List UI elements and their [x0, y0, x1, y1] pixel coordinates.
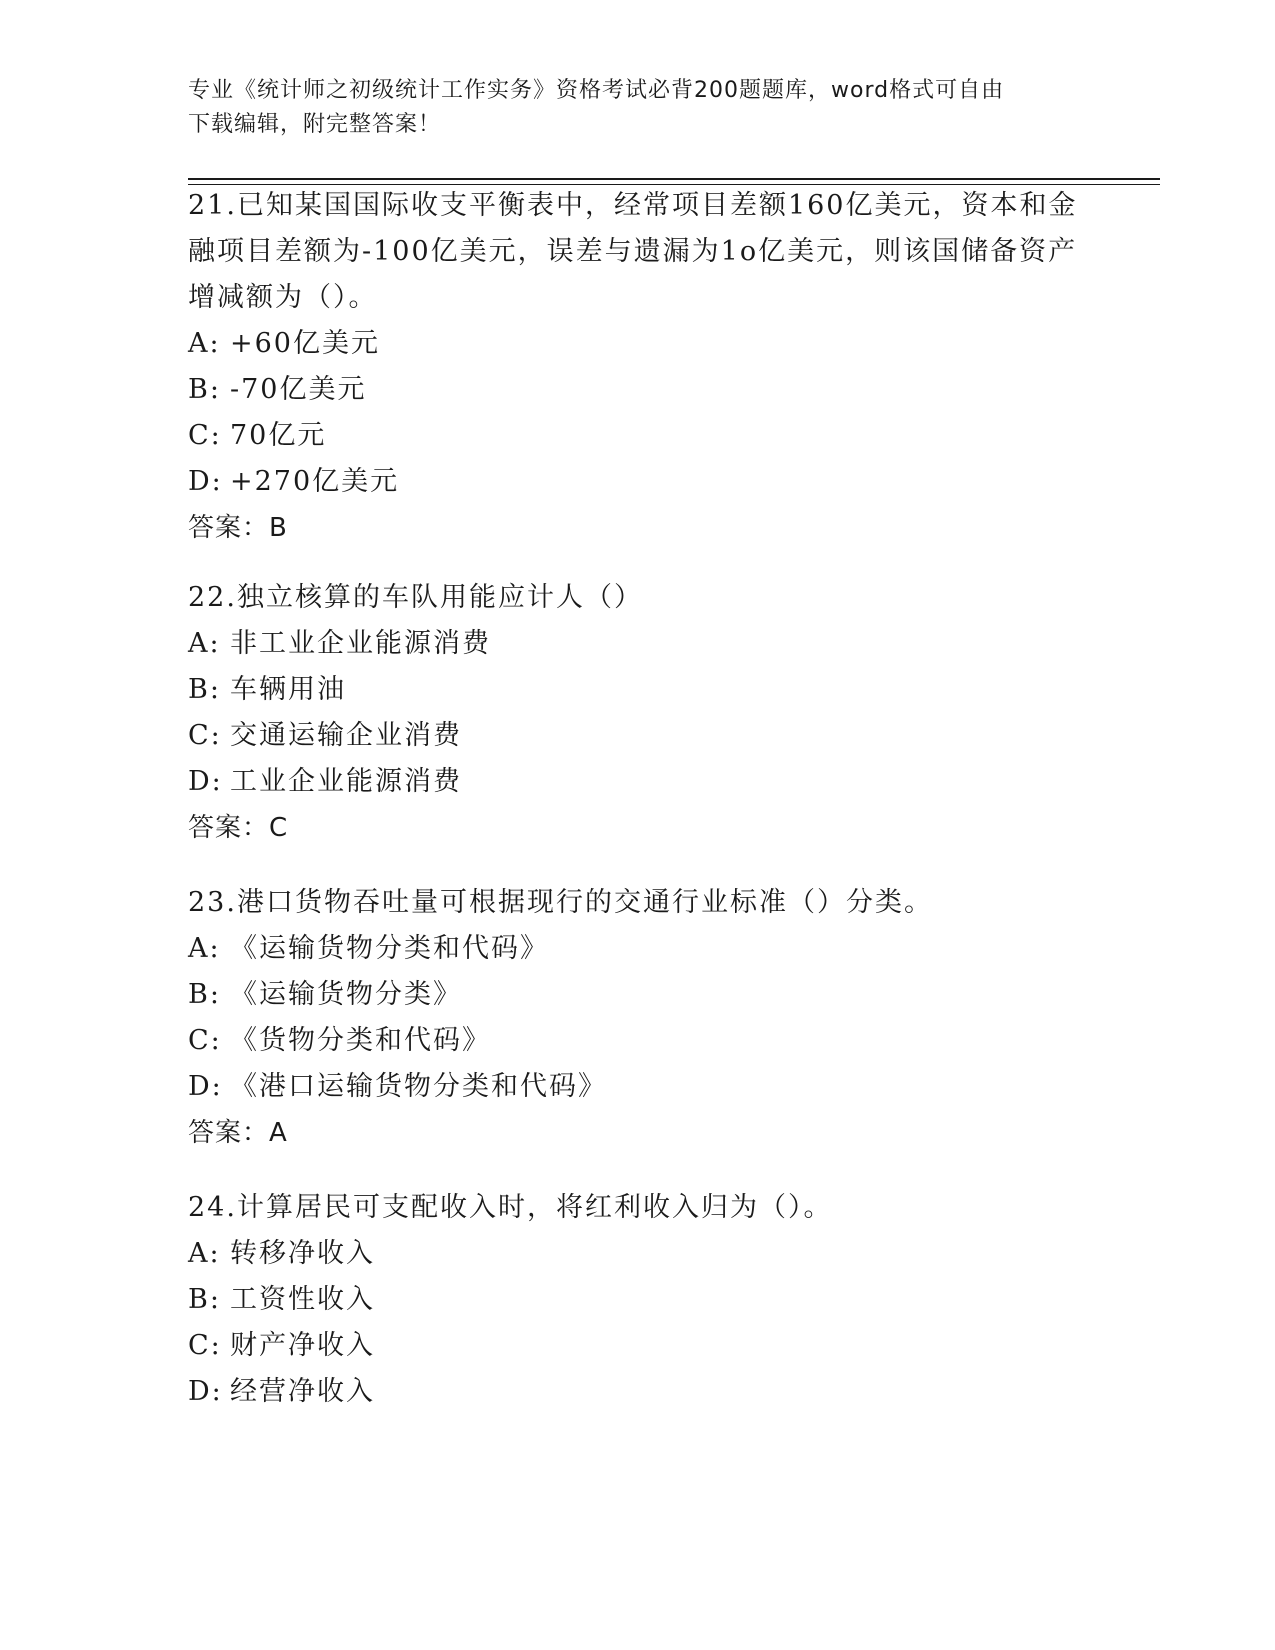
- option-text: 车辆用油: [230, 674, 346, 705]
- option-b: [188, 1277, 1088, 1323]
- answer-label: 答案：: [188, 813, 270, 843]
- header-line-1: 专业《统计师之初级统计工作实务》资格考试必背200题题库，word格式可自由: [188, 78, 1005, 103]
- option-letter: D:: [188, 1071, 223, 1102]
- option-letter: B:: [188, 374, 221, 405]
- answer-line: [188, 1110, 1088, 1156]
- option-letter: B:: [188, 674, 221, 705]
- option-text: +270亿美元: [230, 466, 400, 497]
- option-b: [188, 367, 1088, 413]
- header-line-2: 下载编辑，附完整答案！: [188, 112, 442, 137]
- question-22: [188, 575, 1088, 851]
- question-text-line: 融项目差额为-100亿美元，误差与遗漏为1o亿美元，则该国储备资产: [188, 236, 1078, 267]
- option-b: [188, 972, 1088, 1018]
- option-d: [188, 1064, 1088, 1110]
- option-text: 交通运输企业消费: [230, 720, 462, 751]
- option-text: 《货物分类和代码》: [230, 1025, 491, 1056]
- option-text: 工业企业能源消费: [230, 766, 462, 797]
- option-letter: A:: [188, 933, 221, 964]
- option-d: [188, 759, 1088, 805]
- answer-line: [188, 805, 1088, 851]
- option-letter: D:: [188, 466, 223, 497]
- option-a: [188, 926, 1088, 972]
- option-a: [188, 621, 1088, 667]
- option-text: 《运输货物分类》: [230, 979, 462, 1010]
- option-c: [188, 713, 1088, 759]
- option-letter: B:: [188, 979, 221, 1010]
- option-text: 财产净收入: [230, 1330, 375, 1361]
- option-letter: A:: [188, 628, 221, 659]
- header-divider-thick: [188, 178, 1160, 180]
- answer-value: A: [269, 1118, 288, 1148]
- option-text: 转移净收入: [230, 1238, 375, 1269]
- option-c: [188, 1018, 1088, 1064]
- answer-line: [188, 505, 1088, 551]
- option-text: +60亿美元: [230, 328, 380, 359]
- answer-value: C: [269, 813, 289, 843]
- question-text-line: 增减额为（）。: [188, 282, 378, 313]
- option-b: [188, 667, 1088, 713]
- question-24: [188, 1185, 1088, 1415]
- option-text: 经营净收入: [230, 1376, 375, 1407]
- question-21: [188, 183, 1088, 551]
- option-text: 《港口运输货物分类和代码》: [230, 1071, 607, 1102]
- option-text: 工资性收入: [230, 1284, 375, 1315]
- option-text: 非工业企业能源消费: [230, 628, 491, 659]
- option-letter: A:: [188, 1238, 221, 1269]
- question-text-line: 23.港口货物吞吐量可根据现行的交通行业标准（）分类。: [188, 887, 933, 918]
- option-letter: C:: [188, 1025, 222, 1056]
- question-text-line: 22.独立核算的车队用能应计人（）: [188, 582, 643, 613]
- option-a: [188, 321, 1088, 367]
- option-text: 70亿元: [230, 420, 327, 451]
- option-a: [188, 1231, 1088, 1277]
- option-letter: C:: [188, 420, 222, 451]
- option-text: -70亿美元: [230, 374, 367, 405]
- option-letter: D:: [188, 1376, 223, 1407]
- option-d: [188, 459, 1088, 505]
- option-letter: C:: [188, 1330, 222, 1361]
- question-23: [188, 880, 1088, 1156]
- option-letter: D:: [188, 766, 223, 797]
- option-text: 《运输货物分类和代码》: [230, 933, 549, 964]
- question-text-line: 21.已知某国国际收支平衡表中，经常项目差额160亿美元，资本和金: [188, 190, 1078, 221]
- option-d: [188, 1369, 1088, 1415]
- question-text-line: 24.计算居民可支配收入时，将红利收入归为（）。: [188, 1192, 833, 1223]
- answer-label: 答案：: [188, 1118, 270, 1148]
- option-c: [188, 413, 1088, 459]
- document-header: [188, 74, 1068, 142]
- option-c: [188, 1323, 1088, 1369]
- option-letter: B:: [188, 1284, 221, 1315]
- option-letter: C:: [188, 720, 222, 751]
- option-letter: A:: [188, 328, 221, 359]
- answer-label: 答案：: [188, 513, 270, 543]
- answer-value: B: [269, 513, 288, 543]
